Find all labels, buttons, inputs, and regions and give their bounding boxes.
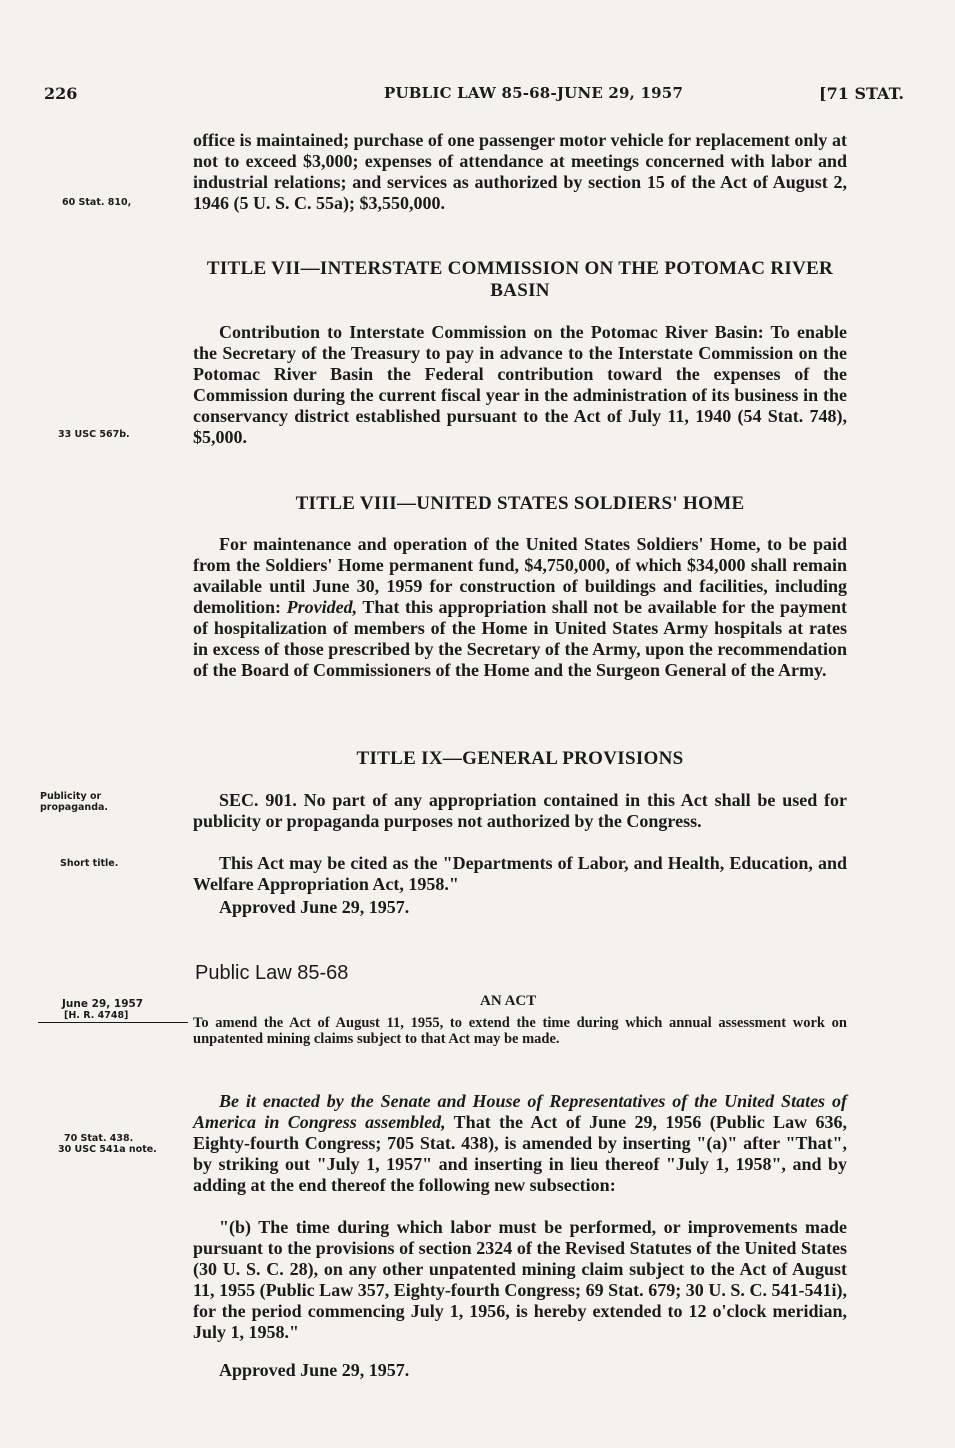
- approved-date-2: Approved June 29, 1957.: [219, 1360, 410, 1380]
- soldiers-home-paragraph: [193, 534, 847, 681]
- approved-date-1: Approved June 29, 1957.: [219, 897, 410, 917]
- public-law-label: Public Law 85-68: [195, 962, 349, 984]
- margin-note-30-usc: 30 USC 541a note.: [58, 1144, 157, 1155]
- statute-reference: [71 STAT.: [819, 84, 904, 103]
- section-901: SEC. 901. No part of any appropriation contained in this Act shall be used for publicity or propaganda purposes not authorized by the Congress.: [193, 790, 847, 831]
- title-viii-heading: TITLE VIII—UNITED STATES SOLDIERS' HOME: [295, 493, 745, 514]
- margin-note-70-stat: 70 Stat. 438.: [64, 1133, 134, 1144]
- title-ix-heading: TITLE IX—GENERAL PROVISIONS: [356, 748, 684, 769]
- act-summary: To amend the Act of August 11, 1955, to extend the time during which annual assessment work on unpatented mining claims subject to that Act may be made.: [193, 1015, 847, 1047]
- enacting-clause: [193, 1091, 847, 1196]
- running-title: PUBLIC LAW 85-68-JUNE 29, 1957: [384, 84, 684, 102]
- subsection-b: "(b) The time during which labor must be performed, or improvements made pursuant to the provisions of section 2324 of the Revised Statutes of the United States (30 U. S. C. 28), on any other unpatented mining claim subject to the Act of August 11, 1955 (Public Law 357, Eighty-fourth Congress; 69 Stat. 679; 30 U. S. C. 541-541i), for the period commencing July 1, 1956, is hereby extended to 12 o'clock meridian, July 1, 1958.": [193, 1217, 847, 1342]
- provided-italic: Provided,: [286, 597, 358, 617]
- paragraph-continuation: office is maintained; purchase of one passenger motor vehicle for replacement only at not to exceed $3,000; expenses of attendance at meetings concerned with labor and industrial relations; and services as authorized by section 15 of the Act of August 2, 1946 (5 U. S. C. 55a); $3,550,000.: [193, 130, 847, 213]
- short-title-paragraph: This Act may be cited as the "Departments of Labor, and Health, Education, and Welfare Appropriation Act, 1958.": [193, 853, 847, 894]
- page-number: 226: [44, 84, 78, 103]
- page-header: [44, 84, 904, 110]
- margin-note-publicity: Publicity or propaganda.: [40, 791, 109, 813]
- title-vii-heading: TITLE VII—INTERSTATE COMMISSION ON THE POTOMAC RIVER BASIN: [206, 258, 834, 301]
- margin-note-short-title: Short title.: [60, 858, 119, 869]
- potomac-paragraph: Contribution to Interstate Commission on the Potomac River Basin: To enable the Secretary of the Treasury to pay in advance to the Interstate Commission on the Potomac River Basin the Federal contribution toward the expenses of the Commission during the current fiscal year in the administration of its business in the conservancy district established pursuant to the Act of July 11, 1940 (54 Stat. 748), $5,000.: [193, 322, 847, 447]
- margin-rule: [38, 1022, 188, 1023]
- soldiers-home-text-b: That this appropriation shall not be available for the payment of hospitalization of members of the Home in United States Army hospitals at rates in excess of those prescribed by the Secretary of the Army, upon the recommendation of the Board of Commissioners of the Home and the Surgeon General of the Army.: [193, 597, 848, 680]
- margin-note-33-usc: 33 USC 567b.: [58, 429, 130, 440]
- margin-note-date: June 29, 1957: [62, 998, 144, 1010]
- soldiers-home-text-a: For maintenance and operation of the United States Soldiers' Home, to be paid from the Soldiers' Home permanent fund, $4,750,000, of which $34,000 shall remain available until June 30, 1959 for construction of buildings and facilities, including demolition:: [193, 534, 847, 617]
- margin-note-bill: [H. R. 4748]: [64, 1010, 129, 1021]
- enacting-italic: Be it enacted by the Senate and House of Representatives of the United States of America in Congress assembled,: [193, 1091, 847, 1132]
- margin-note-stat-810: 60 Stat. 810,: [62, 197, 132, 208]
- enacting-text: That the Act of June 29, 1956 (Public Law 636, Eighty-fourth Congress; 705 Stat. 438), is amended by inserting "(a)" after "That", by striking out "July 1, 1957" and inserting in lieu thereof "July 1, 1958", and by adding at the end thereof the following new subsection:: [193, 1112, 847, 1195]
- an-act-label: AN ACT: [480, 993, 537, 1009]
